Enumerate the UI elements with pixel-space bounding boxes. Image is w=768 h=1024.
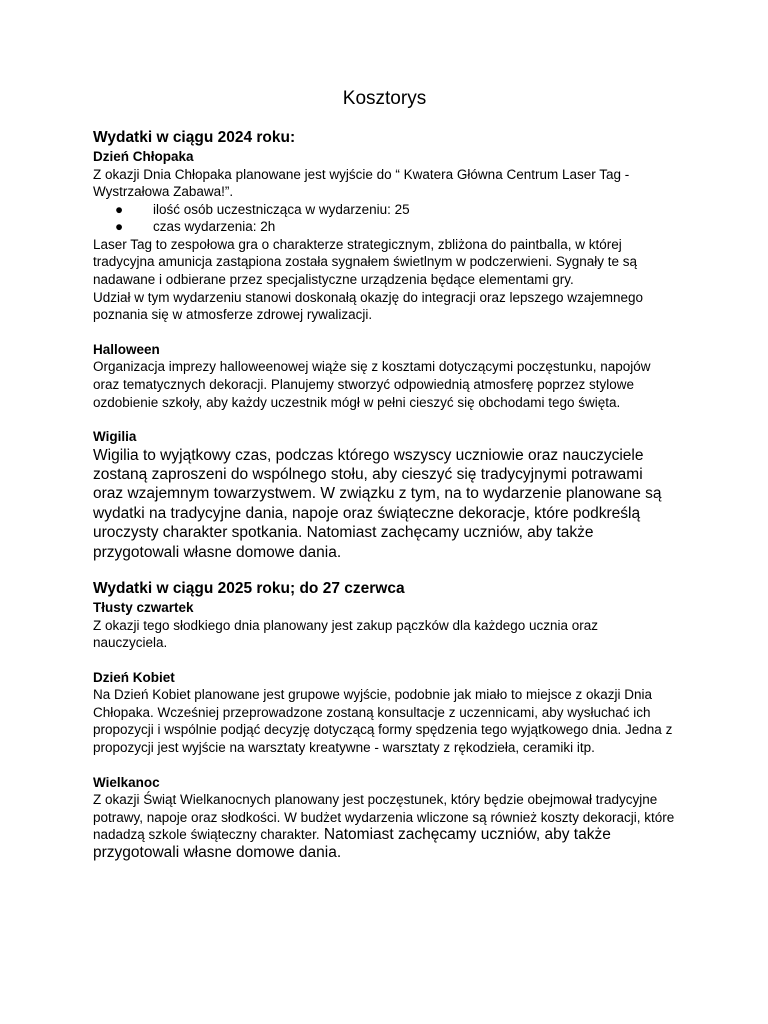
list-item <box>115 201 676 219</box>
wielkanoc-text-large: Natomiast zachęcamy uczniów, aby także przygotowali własne domowe dania. <box>93 826 611 861</box>
dzien-kobiet-paragraph: Na Dzień Kobiet planowane jest grupowe wyjście, podobnie jak miało to miejsce z okazji Dnia Chłopaka. Wcześniej przeprowadzone zostaną konsultacje z uczennicami, aby wysłuchać ich propozycji i wspólnie podjąć decyzję dotyczącą formy spędzenia tego wyjątkowego dnia. Jedna z propozycji jest wyjście na warsztaty kreatywne - warsztaty z rękodzieła, ceramiki itp. <box>93 687 673 756</box>
tlusty-czwartek-heading: Tłusty czwartek <box>93 600 194 616</box>
dzien-chlopaka-intro: Z okazji Dnia Chłopaka planowane jest wyjście do “ Kwatera Główna Centrum Laser Tag - Wystrzałowa Zabawa!”. <box>93 166 630 200</box>
dzien-kobiet-heading: Dzień Kobiet <box>93 669 175 685</box>
section-2024-heading: Wydatki w ciągu 2024 roku: <box>93 129 296 146</box>
halloween-paragraph: Organizacja imprezy halloweenowej wiąże się z kosztami dotyczącymi poczęstunku, napojów oraz tematycznych dekoracji. Planujemy stworzyć odpowiednią atmosferę poprzez stylowe ozdobienie szkoły, aby każdy uczestnik mógł w pełni cieszyć się obchodami tego święta. <box>93 359 651 410</box>
wielkanoc-heading: Wielkanoc <box>93 774 160 790</box>
list-item <box>115 218 676 236</box>
section-2025-heading: Wydatki w ciągu 2025 roku; do 27 czerwca <box>93 580 405 598</box>
tlusty-czwartek-paragraph: Z okazji tego słodkiego dnia planowany jest zakup pączków dla każdego ucznia oraz nauczyciela. <box>93 617 599 651</box>
halloween-heading: Halloween <box>93 341 160 357</box>
wigilia-paragraph: Wigilia to wyjątkowy czas, podczas którego wszyscy uczniowie oraz nauczyciele zostaną zaproszeni do wspólnego stołu, aby cieszyć się tradycyjnymi potrawami oraz wzajemnym towarzystwem. W związku z tym, na to wydarzenie planowane są wydatki na tradycyjne dania, napoje oraz świąteczne dekoracje, które podkreślą uroczysty charakter spotkania. Natomiast zachęcamy uczniów, aby także przygotowali własne domowe dania. <box>93 446 662 561</box>
wigilia-heading: Wigilia <box>93 429 137 445</box>
dzien-chlopaka-paragraph-1: Laser Tag to zespołowa gra o charakterze strategicznym, zbliżona do paintballa, w której tradycyjna amunicja zastąpiona została sygnałem świetlnym w podczerwieni. Sygnały te są nadawane i odbierane przez specjalistyczne urządzenia będące elementami gry. <box>93 236 638 288</box>
list-item-text: czas wydarzenia: 2h <box>153 219 276 235</box>
bullet-icon: ● <box>115 219 124 235</box>
bullet-icon: ● <box>115 201 124 217</box>
wielkanoc-text: Z okazji Świąt Wielkanocnych planowany jest poczęstunek, który będzie obejmował tradycyjne potrawy, napoje oraz słodkości. W budżet wydarzenia wliczone są również koszty dekoracji, które nadadzą szkole świąteczny charakter. <box>93 792 675 843</box>
document-title: Kosztorys <box>342 88 427 109</box>
wielkanoc-paragraph <box>93 791 676 861</box>
dzien-chlopaka-heading: Dzień Chłopaka <box>93 149 194 164</box>
dzien-chlopaka-bullet-list <box>93 201 676 236</box>
dzien-chlopaka-paragraph-2: Udział w tym wydarzeniu stanowi doskonałą okazję do integracji oraz lepszego wzajemnego poznania się w atmosferze zdrowej rywalizacji. <box>93 289 644 323</box>
list-item-text: ilość osób uczestnicząca w wydarzeniu: 25 <box>153 201 410 217</box>
